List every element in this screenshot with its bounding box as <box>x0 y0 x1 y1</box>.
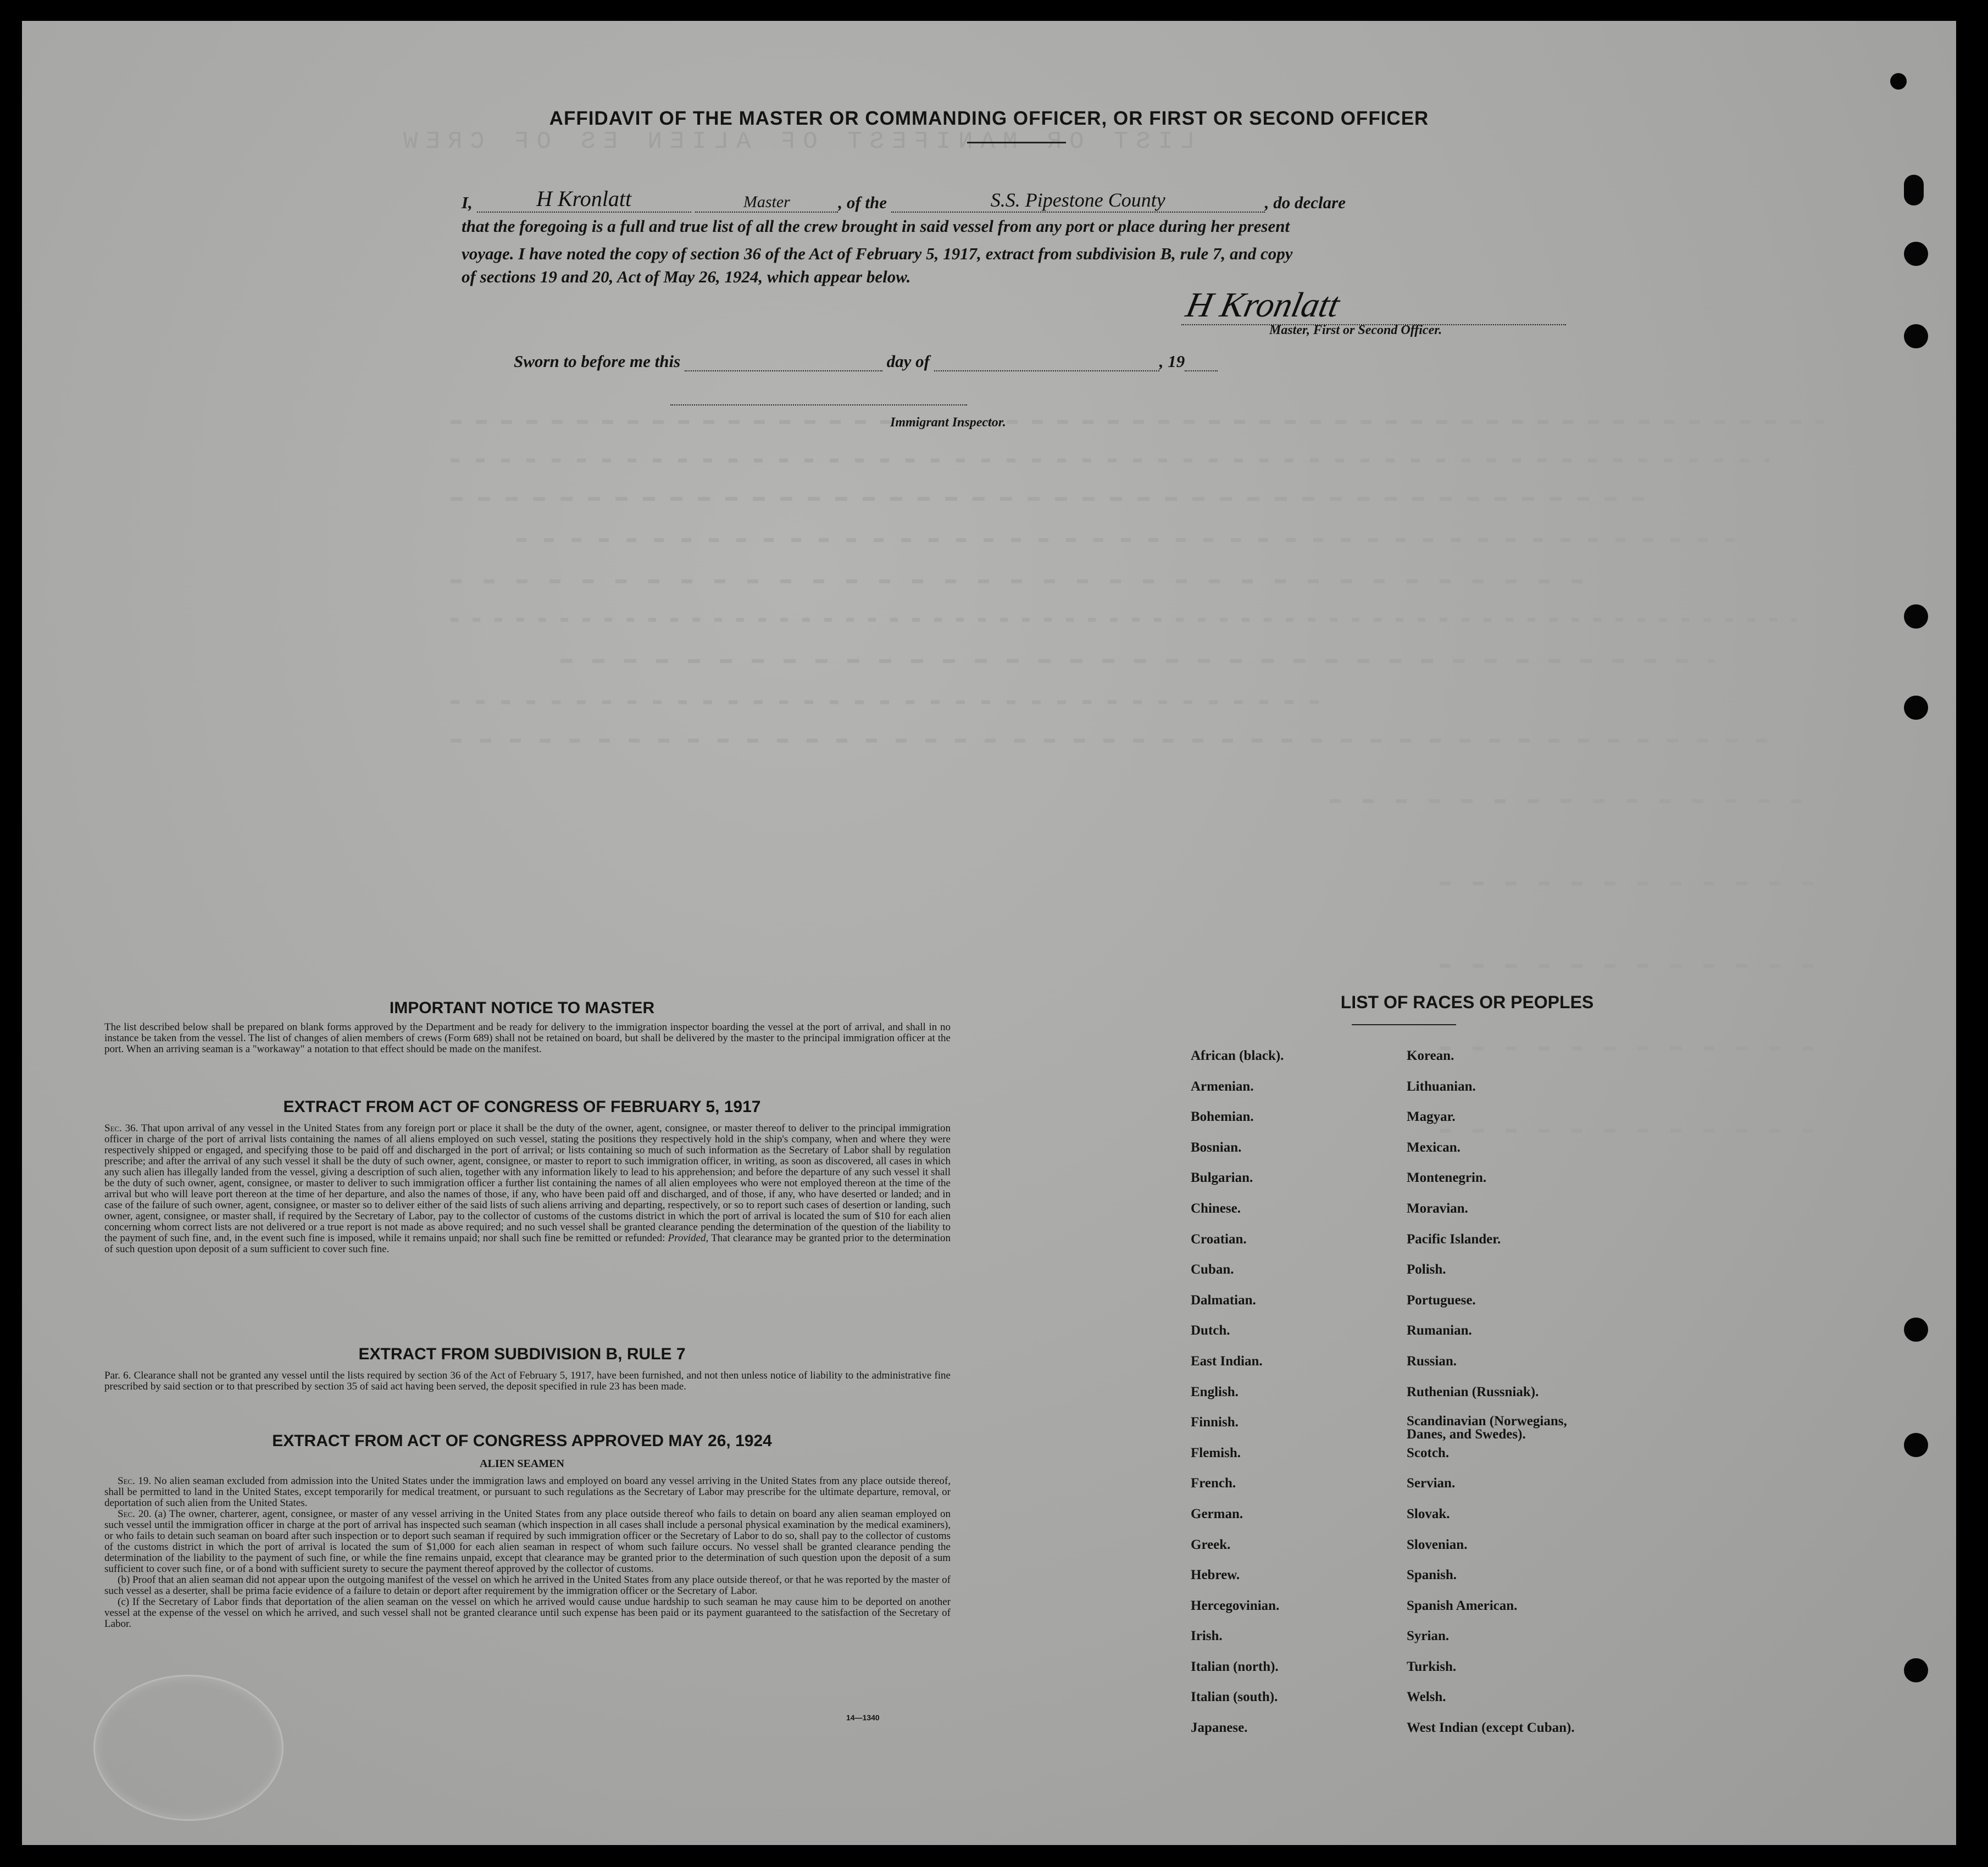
punch-hole <box>1890 73 1907 90</box>
race-item: French. <box>1191 1476 1236 1491</box>
race-item: Scotch. <box>1407 1445 1450 1460</box>
race-item: Servian. <box>1407 1476 1456 1491</box>
race-item: Pacific Islander. <box>1407 1231 1501 1247</box>
of-the-label: , of the <box>838 193 887 212</box>
races-title-underline <box>1352 1024 1456 1025</box>
punch-hole <box>1904 1318 1928 1342</box>
extract-rule7-body: Par. 6. Clearance shall not be granted any vessel until the lists required by section 36 of the Act of February 5, 1917, have been furnished, and not then unless notice of liability to the administrative fine prescribed by said section or to that prescribed by section 35 of said act having been served, the deposit specified in rule 23 has been made. <box>104 1370 951 1392</box>
vessel-name: S.S. Pipestone County <box>990 189 1165 211</box>
race-item: Chinese. <box>1191 1201 1241 1216</box>
extract-1924-title: EXTRACT FROM ACT OF CONGRESS APPROVED MAY 26, 1924 <box>272 1432 772 1450</box>
bleed-through-lines <box>451 416 1879 1241</box>
punch-hole <box>1904 604 1928 629</box>
race-item: Bohemian. <box>1191 1109 1254 1125</box>
affidavit-line-1 <box>462 186 1346 213</box>
race-item: West Indian (except Cuban). <box>1407 1720 1575 1736</box>
race-item: Greek. <box>1191 1537 1231 1552</box>
sec-20a-paragraph <box>104 1509 951 1575</box>
race-item: Korean. <box>1407 1048 1454 1063</box>
form-number: 14—1340 <box>846 1713 880 1722</box>
sec-19-label: Sec. 19. <box>118 1475 151 1487</box>
race-item: Montenegrin. <box>1407 1170 1487 1186</box>
race-item: Dalmatian. <box>1191 1292 1256 1308</box>
signature-caption: Master, First or Second Officer. <box>1269 323 1442 337</box>
i-label: I, <box>462 193 473 212</box>
punch-hole <box>1904 242 1928 266</box>
race-item: Moravian. <box>1407 1201 1468 1216</box>
inspector-line <box>670 404 967 405</box>
do-declare-label: , do declare <box>1264 193 1346 212</box>
races-title: LIST OF RACES OR PEOPLES <box>1340 992 1594 1012</box>
race-item: Polish. <box>1407 1262 1446 1277</box>
title-underline <box>967 142 1066 143</box>
race-item: Magyar. <box>1407 1109 1456 1125</box>
race-item: Japanese. <box>1191 1720 1248 1736</box>
affidavit-line-4: of sections 19 and 20, Act of May 26, 1924, which appear below. <box>462 267 911 286</box>
punch-hole <box>1904 1658 1928 1682</box>
affidavit-line-3: voyage. I have noted the copy of section 36 of the Act of February 5, 1917, extract from subdivision B, rule 7, and copy <box>462 244 1293 263</box>
race-item: German. <box>1191 1506 1243 1521</box>
race-item: Lithuanian. <box>1407 1079 1476 1094</box>
signer-name-field <box>477 186 691 213</box>
sec-36-label: Sec. 36. <box>104 1123 138 1134</box>
race-item: Italian (north). <box>1191 1659 1279 1674</box>
master-signature: H Kronlatt <box>1182 285 1343 324</box>
manifest-page <box>22 21 1956 1845</box>
race-item: Bosnian. <box>1191 1140 1242 1155</box>
punch-hole <box>1904 175 1924 205</box>
extract-1924-body <box>104 1476 951 1630</box>
inspector-caption: Immigrant Inspector. <box>890 415 1006 430</box>
race-item: Croatian. <box>1191 1231 1247 1247</box>
race-item: Portuguese. <box>1407 1292 1476 1308</box>
race-item: Irish. <box>1191 1629 1223 1644</box>
race-item: Flemish. <box>1191 1445 1241 1460</box>
race-item: Hebrew. <box>1191 1568 1240 1583</box>
alien-seamen-subtitle: ALIEN SEAMEN <box>480 1458 564 1470</box>
sec-20b-paragraph: (b) Proof that an alien seaman did not appear upon the outgoing manifest of the vessel on which he arrived in the United States from any place outside thereof, or that he was reported by the master of such vessel as a deserter, shall be prima facie evidence of a failure to detain or deport after requirement by the immigration officer or the Secretary of Labor. <box>104 1574 951 1597</box>
sworn-day-field <box>685 351 882 371</box>
sec-20a-text: (a) The owner, charterer, agent, consignee, or master of any vessel arriving in the United States from any place outside thereof who fails to detain on board any alien seaman employed on such vessel until the immigration officer in charge at the port of arrival has inspected such seaman (which inspection in all cases shall include a personal physical examination by the medical examiners), or who fails to detain such seaman on board after such inspection or to deport such seaman if required by such immigration officer or the Secretary of Labor to do so, shall pay to the collector of customs of the customs district in which the port of arrival is located the sum of $1,000 for each alien seaman in respect of whom such failure occurs. No vessel shall be granted clearance pending the determination of the liability to the payment of such fine, or while the fine remains unpaid, except that clearance may be granted prior to the determination of such question upon the deposit of a sum sufficient to cover such fine, or of a bond with sufficient surety to secure the payment thereof approved by the collector of customs. <box>104 1508 951 1575</box>
punch-hole <box>1904 324 1928 348</box>
provided-label: Provided, <box>668 1232 709 1244</box>
race-item: Spanish. <box>1407 1568 1457 1583</box>
year-label: , 19 <box>1159 352 1185 371</box>
notice-body: The list described below shall be prepared on blank forms approved by the Department and be ready for delivery to the immigration inspector boarding the vessel at the port of arrival, and shall in no instance be taken from the vessel. The list of changes of alien members of crews (Form 689) shall not be retained on board, but shall be delivered by the master to the principal immigration officer at the port. When an arriving seaman is a "workaway" a notation to that effect should be made on the manifest. <box>104 1021 951 1055</box>
embossed-seal <box>93 1675 284 1821</box>
sworn-year-field <box>1185 351 1218 371</box>
race-item: Spanish American. <box>1407 1598 1518 1613</box>
extract-rule7-title: EXTRACT FROM SUBDIVISION B, RULE 7 <box>358 1345 686 1363</box>
sec-19-paragraph <box>104 1476 951 1509</box>
race-item: Slovenian. <box>1407 1537 1468 1552</box>
extract-1917-title: EXTRACT FROM ACT OF CONGRESS OF FEBRUARY 5, 1917 <box>283 1098 761 1116</box>
sworn-line <box>514 351 1218 371</box>
sec-20c-paragraph: (c) If the Secretary of Labor finds that deportation of the alien seaman on the vessel on which he arrived would cause undue hardship to such seaman he may cause him to be deported on another vessel at the expense of the vessel on which he arrived, and such vessel shall not be granted clearance until such expense has been paid or its payment guaranteed to the satisfaction of the Secretary of Labor. <box>104 1596 951 1630</box>
notice-title: IMPORTANT NOTICE TO MASTER <box>389 999 655 1017</box>
race-item: Scandinavian (Norwegians, Danes, and Swedes). <box>1407 1414 1567 1442</box>
race-item: Dutch. <box>1191 1323 1230 1338</box>
race-item: Syrian. <box>1407 1629 1450 1644</box>
sec-20-label: Sec. 20. <box>118 1508 152 1520</box>
signer-rank: Master <box>743 193 790 211</box>
races-right-column <box>1407 1048 1637 1751</box>
sec-19-text: No alien seaman excluded from admission into the United States under the immigration laws and employed on board any vessel arriving in the United States from any place outside thereof, shall be permitted to land in the United States, except temporarily for medical treatment, or pursuant to such regulations as the Secretary of Labor may prescribe for the ultimate departure, removal, or deportation of such alien from the United States. <box>104 1475 951 1509</box>
affidavit-line-2: that the foregoing is a full and true list of all the crew brought in said vessel from any port or place during her present <box>462 216 1290 236</box>
race-item: East Indian. <box>1191 1353 1263 1369</box>
race-item: Finnish. <box>1191 1415 1239 1430</box>
affidavit-title: AFFIDAVIT OF THE MASTER OR COMMANDING OFFICER, OR FIRST OR SECOND OFFICER <box>549 108 1429 129</box>
punch-hole <box>1904 1433 1928 1457</box>
day-of-label: day of <box>886 352 930 371</box>
sworn-month-field <box>934 351 1159 371</box>
race-item: African (black). <box>1191 1048 1284 1063</box>
race-item: Cuban. <box>1191 1262 1234 1277</box>
race-item: Bulgarian. <box>1191 1170 1253 1186</box>
punch-hole <box>1904 696 1928 720</box>
signer-rank-field <box>695 192 838 213</box>
race-item: Russian. <box>1407 1353 1457 1369</box>
signer-name: H Kronlatt <box>536 186 632 211</box>
race-item: Italian (south). <box>1191 1690 1278 1705</box>
race-item: English. <box>1191 1384 1239 1399</box>
race-item: Mexican. <box>1407 1140 1461 1155</box>
vessel-name-field <box>891 188 1265 213</box>
race-item: Armenian. <box>1191 1079 1254 1094</box>
race-item: Rumanian. <box>1407 1323 1472 1338</box>
race-item: Turkish. <box>1407 1659 1457 1674</box>
race-item: Hercegovinian. <box>1191 1598 1280 1613</box>
race-item: Slovak. <box>1407 1506 1450 1521</box>
bleed-through: LIST OR MANIFEST OF ALIEN ES OF CREW <box>396 128 1195 155</box>
race-item: Welsh. <box>1407 1690 1446 1705</box>
provided-text: That clearance may be granted prior to the determination of such question upon deposit of a sum sufficient to cover such fine. <box>104 1232 951 1255</box>
races-left-column <box>1191 1048 1400 1751</box>
sworn-label: Sworn to before me this <box>514 352 681 371</box>
race-item: Ruthenian (Russniak). <box>1407 1384 1539 1399</box>
sec-36-text: That upon arrival of any vessel in the United States from any foreign port or place it shall be the duty of the owner, agent, consignee, or master thereof to deliver to the principal immigration officer in charge of the port of arrival lists containing the names of all aliens employed on such vessel, stating the positions they respectively hold in the ship's company, when and where they were respectively shipped or engaged, and specifying those to be paid off and discharged in the port of arrival; or lists containing so much of such information as the Secretary of Labor shall by regulation prescribe; and after the arrival of any such vessel it shall be the duty of such owner, agent, consignee, or master to report to such immigration officer, in writing, as soon as discovered, all cases in which any such alien has illegally landed from the vessel, giving a description of such alien, together with any information likely to lead to his apprehension; and before the departure of any such vessel it shall be the duty of such owner, agent, consignee, or master to deliver to such immigration officer a further list containing the names of all alien employees who were not employed thereon at the time of the arrival but who will leave port thereon at the time of her departure, and also the names of those, if any, who have been paid off and discharged, and of those, if any, who have deserted or landed; and in case of the failure of such owner, agent, consignee, or master so to deliver either of the said lists of such aliens arriving and departing, respectively, or so to report such cases of desertion or landing, such owner, agent, consignee, or master shall, if required by the Secretary of Labor, pay to the collector of customs of the customs district in which the port of arrival is located the sum of $10 for each alien concerning whom correct lists are not delivered or a true report is not made as above required; and no such vessel shall be granted clearance pending the determination of the question of the liability to the payment of such fine, and, in the event such fine is imposed, while it remains unpaid; nor shall such fine be remitted or refunded: <box>104 1123 951 1244</box>
extract-1917-body <box>104 1123 951 1255</box>
